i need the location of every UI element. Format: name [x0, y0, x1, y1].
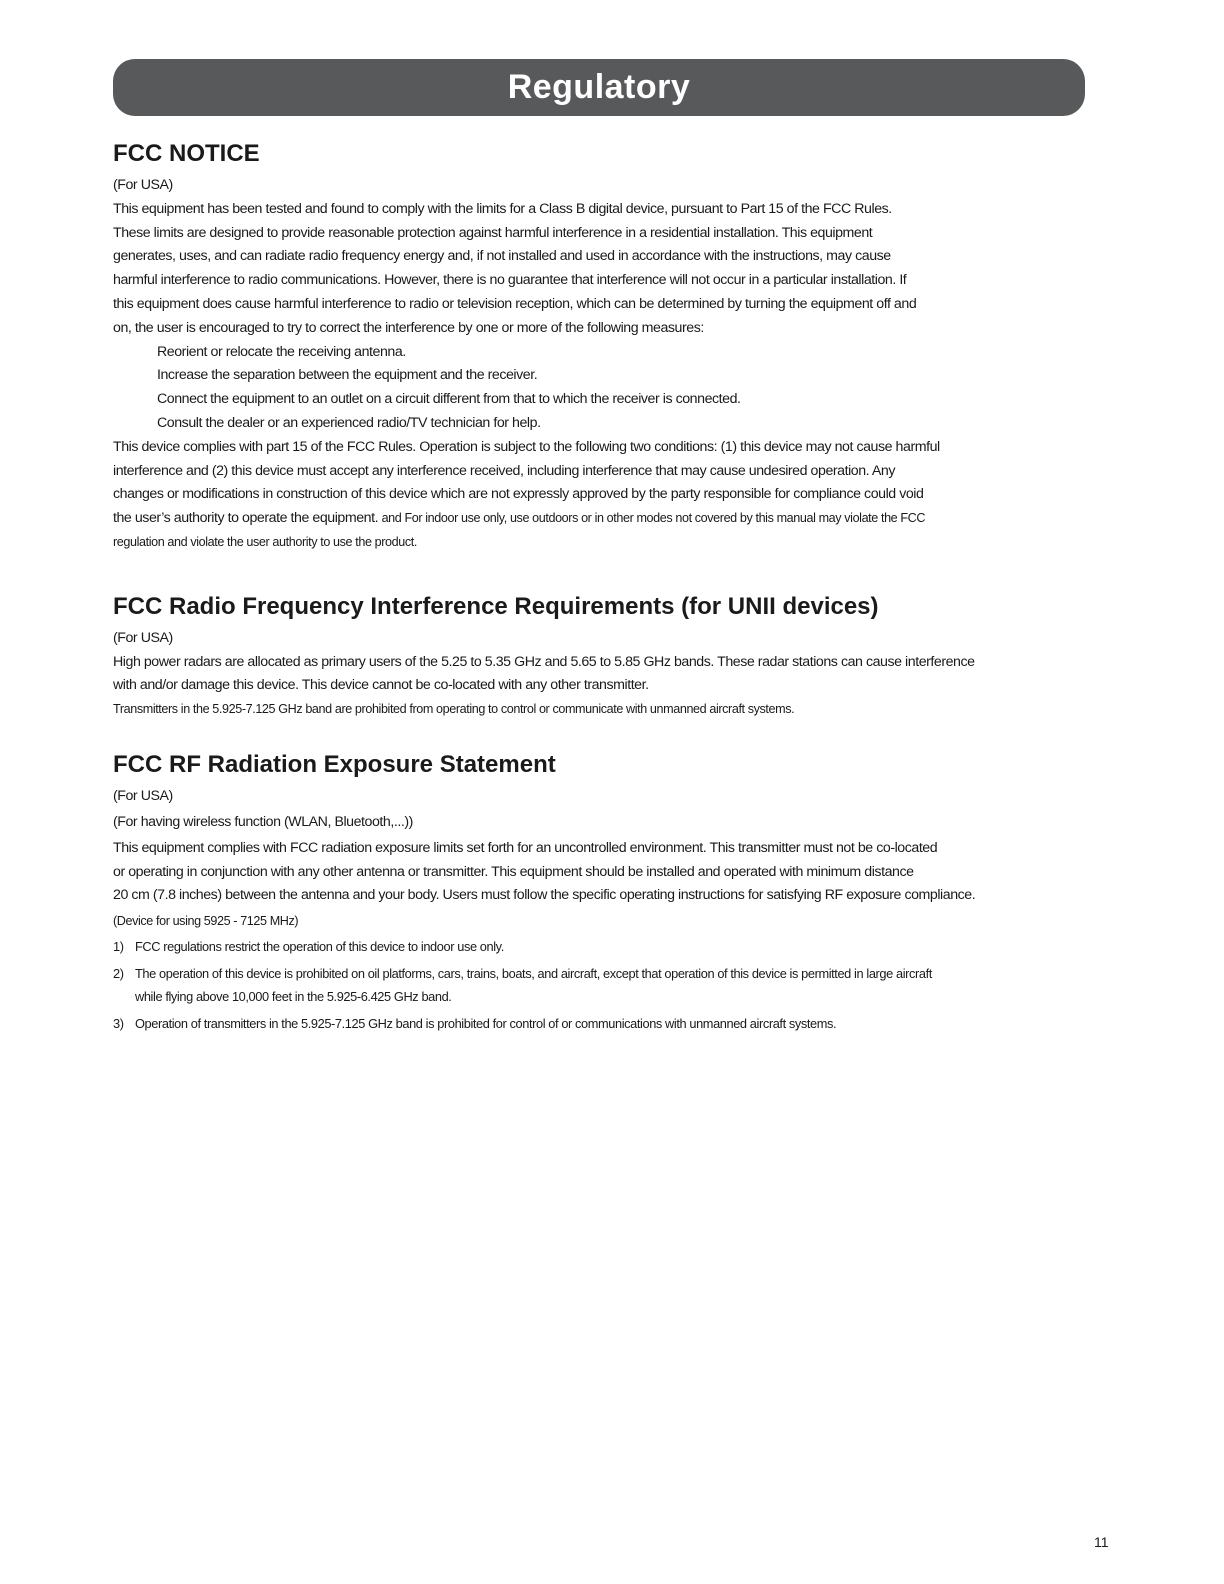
list-number: 1)	[113, 939, 124, 955]
list-text-line: The operation of this device is prohibited on oil platforms, cars, trains, boats, and aircraft, except that operation of this device is permitted in large aircraft	[135, 966, 932, 982]
list-item	[113, 935, 1088, 958]
list-number: 3)	[113, 1016, 124, 1032]
paragraph-line-small: and For indoor use only, use outdoors or in other modes not covered by this manual may violate the FCC	[381, 511, 926, 526]
paragraph-line: High power radars are allocated as primary users of the 5.25 to 5.35 GHz and 5.65 to 5.85 GHz bands. These radar stations can cause interference	[113, 653, 975, 670]
list-item: Reorient or relocate the receiving antenna.	[157, 343, 406, 360]
paragraph-line: This device complies with part 15 of the FCC Rules. Operation is subject to the following two conditions: (1) this device may not cause harmful	[113, 438, 940, 455]
paragraph-line: 20 cm (7.8 inches) between the antenna and your body. Users must follow the specific operating instructions for satisfying RF exposure compliance.	[113, 887, 976, 904]
paragraph-line: harmful interference to radio communications. However, there is no guarantee that interference will not occur in a particular installation. If	[113, 272, 907, 289]
regulatory-banner	[113, 59, 1085, 116]
list-number: 2)	[113, 966, 124, 982]
paragraph-line: with and/or damage this device. This device cannot be co-located with any other transmitter.	[113, 677, 649, 694]
paragraph-line: or operating in conjunction with any other antenna or transmitter. This equipment should be installed and operated with minimum distance	[113, 863, 914, 880]
rf-exposure-paragraph	[113, 837, 1088, 908]
rf-exposure-heading: FCC RF Radiation Exposure Statement	[113, 751, 556, 779]
list-text-line: FCC regulations restrict the operation of this device to indoor use only.	[135, 939, 504, 955]
paragraph-line: This equipment complies with FCC radiation exposure limits set forth for an uncontrolled environment. This transmitter must not be co-located	[113, 839, 938, 856]
page-title: Regulatory	[507, 68, 691, 106]
list-item	[113, 1012, 1088, 1035]
list-item: Consult the dealer or an experienced radio/TV technician for help.	[157, 414, 541, 431]
list-text	[135, 935, 504, 958]
list-text-line: while flying above 10,000 feet in the 5.925-6.425 GHz band.	[135, 989, 452, 1005]
paragraph-line: interference and (2) this device must accept any interference received, including interference that may cause undesired operation. Any	[113, 462, 895, 479]
list-item	[113, 962, 1088, 1008]
unii-heading: FCC Radio Frequency Interference Requirements (for UNII devices)	[113, 592, 879, 620]
restrictions-list	[113, 935, 1088, 1035]
list-text	[135, 1012, 836, 1035]
paragraph-line-small: regulation and violate the user authority to use the product.	[113, 534, 417, 549]
list-text-line: Operation of transmitters in the 5.925-7.125 GHz band is prohibited for control of or communications with unmanned aircraft systems.	[135, 1016, 837, 1032]
rf-exposure-region: (For USA)	[113, 788, 173, 805]
paragraph-line: this equipment does cause harmful interference to radio or television reception, which can be determined by turning the equipment off and	[113, 295, 917, 312]
paragraph-line: changes or modifications in construction of this device which are not expressly approved by the party responsible for compliance could void	[113, 486, 924, 503]
paragraph-line: generates, uses, and can radiate radio frequency energy and, if not installed and used in accordance with the instructions, may cause	[113, 248, 891, 265]
unii-section	[113, 593, 1088, 721]
paragraph-line: on, the user is encouraged to try to correct the interference by one or more of the following measures:	[113, 319, 704, 336]
fcc-notice-region: (For USA)	[113, 177, 173, 193]
device-note: (Device for using 5925 - 7125 MHz)	[113, 914, 299, 929]
list-item: Connect the equipment to an outlet on a circuit different from that to which the receiver is connected.	[157, 391, 741, 408]
unii-paragraph	[113, 651, 1088, 699]
paragraph-line: the user’s authority to operate the equipment.	[113, 510, 379, 527]
compliance-paragraph	[113, 436, 1088, 555]
page-number: 11	[1094, 1534, 1109, 1550]
rf-exposure-section	[113, 751, 1088, 1035]
fcc-notice-heading: FCC NOTICE	[113, 140, 260, 167]
list-item: Increase the separation between the equipment and the receiver.	[157, 367, 538, 384]
fcc-notice-paragraph	[113, 198, 1088, 341]
paragraph-line: These limits are designed to provide reasonable protection against harmful interference in a residential installation. This equipment	[113, 224, 873, 241]
list-text	[135, 962, 932, 1008]
measures-list	[113, 341, 1088, 436]
fcc-notice-section	[113, 140, 1088, 555]
unii-small-note: Transmitters in the 5.925-7.125 GHz band are prohibited from operating to control or communicate with unmanned aircraft systems.	[113, 702, 795, 717]
rf-exposure-wireless: (For having wireless function (WLAN, Bluetooth,...))	[113, 813, 413, 830]
unii-region: (For USA)	[113, 629, 173, 646]
paragraph-line: This equipment has been tested and found to comply with the limits for a Class B digital device, pursuant to Part 15 of the FCC Rules.	[113, 200, 892, 217]
main-content	[113, 136, 1088, 1061]
